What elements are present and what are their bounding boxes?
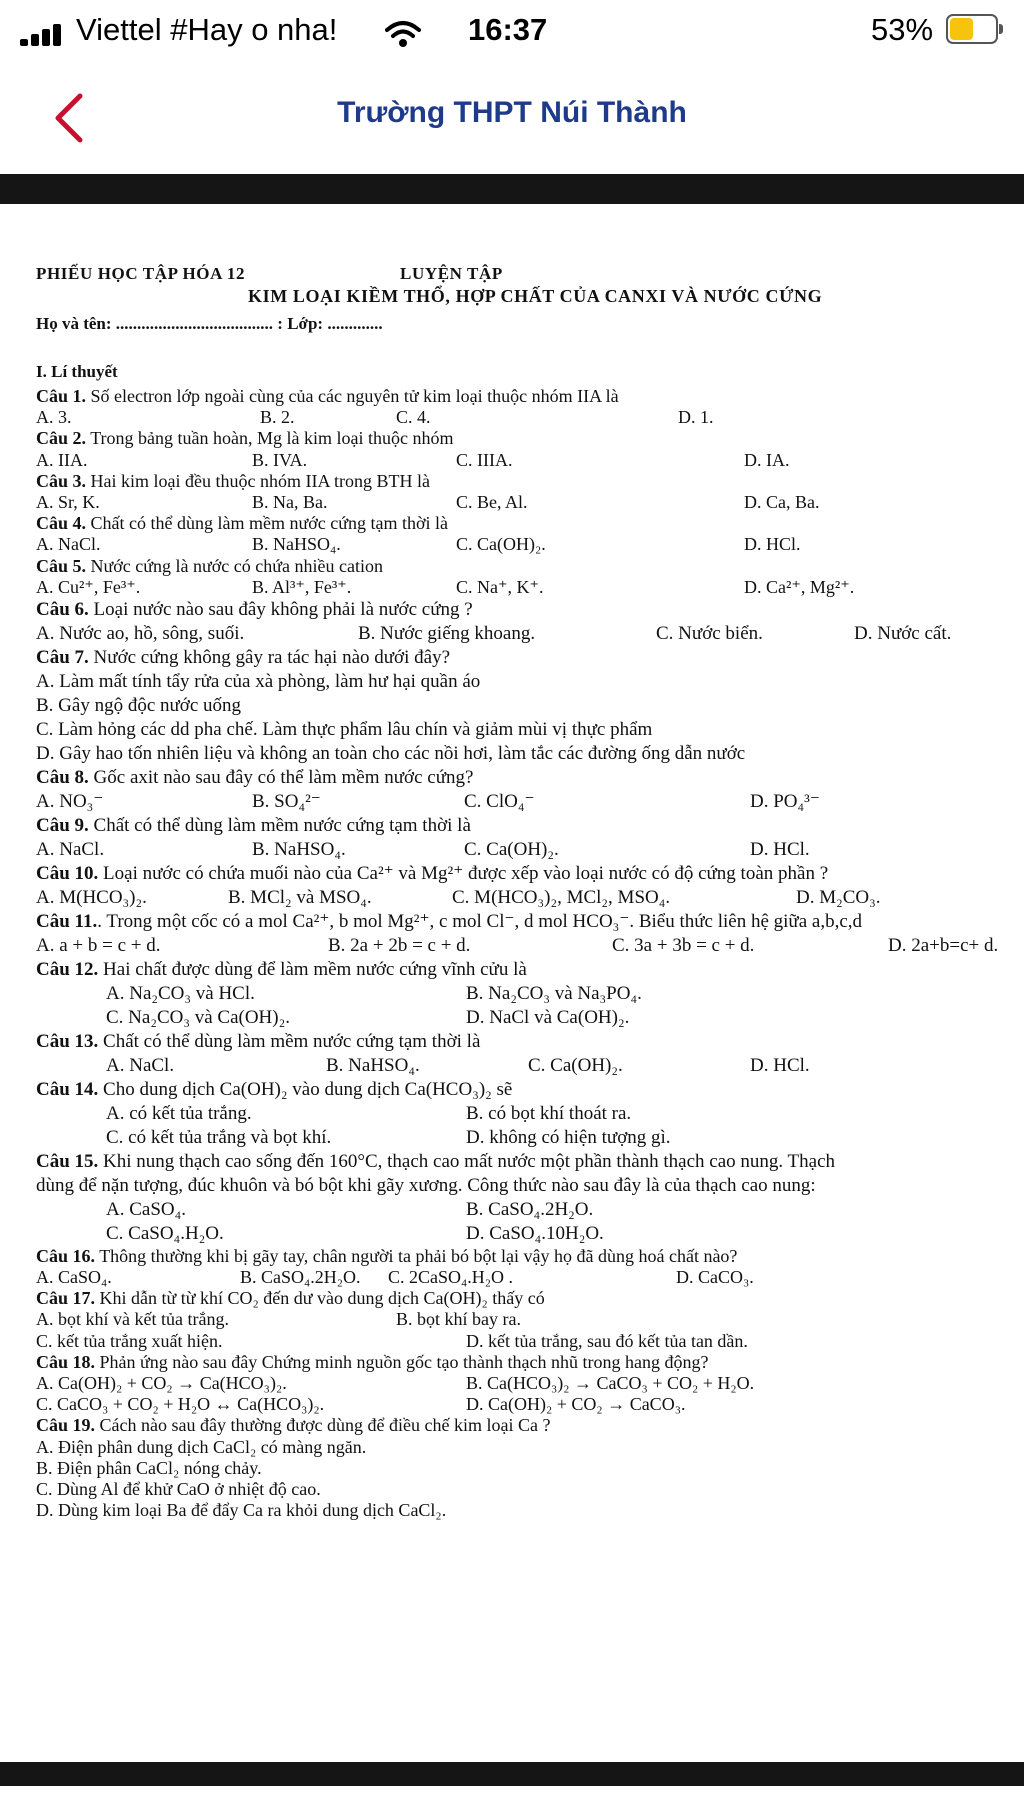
question-7-option-d: D. Gây hao tốn nhiên liệu và không an toàn cho các nồi hơi, làm tắc các đường ống dẫn nước [36, 742, 746, 764]
option-a: A. NaCl. [106, 1054, 175, 1076]
option-c: C. kết tủa trắng xuất hiện. [36, 1330, 223, 1351]
option-d: D. NaCl và Ca(OH)₂. [466, 1006, 630, 1028]
question-2: Câu 2. Trong bảng tuần hoàn, Mg là kim loại thuộc nhóm [36, 428, 454, 449]
question-1-options [36, 407, 1022, 428]
signal-icon [20, 24, 72, 46]
option-d: D. CaCO₃. [676, 1267, 754, 1288]
option-b: B. bọt khí bay ra. [396, 1309, 521, 1330]
option-b: B. 2a + 2b = c + d. [328, 934, 471, 956]
option-b: B. Na, Ba. [252, 491, 328, 512]
option-a: A. Sr, K. [36, 491, 100, 512]
question-8-options [36, 790, 1022, 814]
battery-percent: 53% [871, 12, 934, 47]
option-c: C. CaSO₄.H₂O. [106, 1222, 224, 1244]
option-c: C. Na⁺, K⁺. [456, 576, 544, 597]
option-b: B. Al³⁺, Fe³⁺. [252, 576, 352, 597]
bottom-divider-band [0, 1762, 1024, 1786]
option-d: D. HCl. [744, 534, 801, 555]
question-16: Câu 16. Thông thường khi bị gãy tay, chân người ta phải bó bột lại vậy họ đã dùng hoá chất nào? [36, 1245, 738, 1266]
option-c: C. Be, Al. [456, 491, 528, 512]
option-b: B. NaHSO₄. [252, 534, 341, 555]
question-15-cont: dùng để nặn tượng, đúc khuôn và bó bột khi gãy xương. Công thức nào sau đây là của thạch cao nung: [36, 1174, 816, 1196]
option-a: A. Na₂CO₃ và HCl. [106, 982, 255, 1004]
question-7-option-c: C. Làm hỏng các dd pha chế. Làm thực phẩm lâu chín và giảm mùi vị thực phẩm [36, 718, 653, 740]
question-7-option-a: A. Làm mất tính tẩy rửa của xà phòng, làm hư hại quần áo [36, 670, 481, 692]
question-14: Câu 14. Cho dung dịch Ca(OH)₂ vào dung dịch Ca(HCO₃)₂ sẽ [36, 1078, 513, 1100]
option-d: D. không có hiện tượng gì. [466, 1126, 671, 1148]
option-a: A. NO₃⁻ [36, 790, 104, 812]
option-d: D. M₂CO₃. [796, 886, 881, 908]
option-a: A. 3. [36, 407, 72, 428]
option-d: D. Ca, Ba. [744, 491, 820, 512]
question-18-options-ab [36, 1373, 1022, 1394]
option-c: C. ClO₄⁻ [464, 790, 535, 812]
option-b: B. có bọt khí thoát ra. [466, 1102, 632, 1124]
option-c: C. Ca(OH)₂. [464, 838, 559, 860]
option-b: B. CaSO₄.2H₂O. [466, 1198, 594, 1220]
carrier-name: Viettel #Hay o nha! [76, 12, 338, 47]
option-b: B. MCl₂ và MSO₄. [228, 886, 372, 908]
option-d: D. PO₄³⁻ [750, 790, 820, 812]
option-d: D. 1. [678, 407, 714, 428]
question-2-options [36, 450, 1022, 471]
question-9: Câu 9. Chất có thể dùng làm mềm nước cứng tạm thời là [36, 814, 471, 836]
option-b: B. NaHSO₄. [252, 838, 346, 860]
question-10-options [36, 886, 1022, 910]
option-a: A. có kết tủa trắng. [106, 1102, 252, 1124]
question-11: Câu 11.. Trong một cốc có a mol Ca²⁺, b mol Mg²⁺, c mol Cl⁻, d mol HCO₃⁻. Biểu thức liên hệ giữa a,b,c,d [36, 910, 863, 932]
option-c: C. Ca(OH)₂. [528, 1054, 623, 1076]
option-c: C. Nước biển. [656, 622, 763, 644]
question-15-options-ab [36, 1198, 1022, 1222]
option-b: B. NaHSO₄. [326, 1054, 420, 1076]
nav-bar [0, 68, 1024, 158]
option-d: D. CaSO₄.10H₂O. [466, 1222, 604, 1244]
question-17-options-cd [36, 1331, 1022, 1352]
option-b: B. Nước giếng khoang. [358, 622, 536, 644]
option-d: D. HCl. [750, 1054, 810, 1076]
option-d: D. IA. [744, 449, 790, 470]
option-d: D. Ca²⁺, Mg²⁺. [744, 576, 855, 597]
question-18-options-cd [36, 1394, 1022, 1415]
question-11-options [36, 934, 1022, 958]
option-a: A. Nước ao, hồ, sông, suối. [36, 622, 245, 644]
question-13: Câu 13. Chất có thể dùng làm mềm nước cứng tạm thời là [36, 1030, 481, 1052]
worksheet-image[interactable] [30, 258, 1024, 1788]
question-7-option-b: B. Gây ngộ độc nước uống [36, 694, 242, 716]
question-19: Câu 19. Cách nào sau đây thường được dùng để điều chế kim loại Ca ? [36, 1415, 551, 1436]
option-a: A. a + b = c + d. [36, 934, 161, 956]
option-b: B. IVA. [252, 449, 308, 470]
question-6: Câu 6. Loại nước nào sau đây không phải là nước cứng ? [36, 598, 473, 620]
option-c: C. 4. [396, 407, 431, 428]
question-12-options-cd [36, 1006, 1022, 1030]
question-13-options [36, 1054, 1022, 1078]
question-16-options [36, 1267, 1022, 1288]
question-5: Câu 5. Nước cứng là nước có chứa nhiều cation [36, 555, 383, 576]
question-19-option-b: B. Điện phân CaCl₂ nóng chảy. [36, 1457, 262, 1478]
option-a: A. NaCl. [36, 534, 101, 555]
option-d: D. kết tủa trắng, sau đó kết tủa tan dần. [466, 1330, 748, 1351]
question-15-options-cd [36, 1222, 1022, 1246]
question-14-options-cd [36, 1126, 1022, 1150]
question-5-options [36, 577, 1022, 598]
option-c: C. 2CaSO₄.H₂O . [388, 1267, 514, 1288]
option-b: B. Ca(HCO₃)₂ → CaCO₃ + CO₂ + H₂O. [466, 1373, 755, 1393]
option-d: D. Nước cất. [854, 622, 952, 644]
option-c: C. 3a + 3b = c + d. [612, 934, 755, 956]
option-b: B. 2. [260, 407, 295, 428]
option-c: C. Na₂CO₃ và Ca(OH)₂. [106, 1006, 290, 1028]
question-18: Câu 18. Phản ứng nào sau đây Chứng minh nguồn gốc tạo thành thạch nhũ trong hang động? [36, 1351, 709, 1372]
worksheet-title: KIM LOẠI KIỀM THỔ, HỢP CHẤT CỦA CANXI VÀ NƯỚC CỨNG [248, 286, 823, 306]
option-b: B. SO₄²⁻ [252, 790, 321, 812]
question-12-options-ab [36, 982, 1022, 1006]
battery-level [950, 18, 973, 40]
question-19-option-a: A. Điện phân dung dịch CaCl₂ có màng ngăn. [36, 1436, 367, 1457]
question-3-options [36, 492, 1022, 513]
option-a: A. CaSO₄. [36, 1267, 112, 1288]
option-c: C. M(HCO₃)₂, MCl₂, MSO₄. [452, 886, 671, 908]
name-class-line: Họ và tên: ..................................... : Lớp: ............. [36, 314, 383, 333]
question-9-options [36, 838, 1022, 862]
worksheet-header-left: PHIẾU HỌC TẬP HÓA 12 [36, 264, 246, 283]
option-d: D. HCl. [750, 838, 810, 860]
question-list [36, 386, 1022, 1521]
question-19-option-d: D. Dùng kim loại Ba để đẩy Ca ra khỏi dung dịch CaCl₂. [36, 1500, 447, 1521]
option-a: A. bọt khí và kết tủa trắng. [36, 1309, 229, 1330]
question-4: Câu 4. Chất có thể dùng làm mềm nước cứng tạm thời là [36, 513, 448, 534]
option-c: C. CaCO₃ + CO₂ + H₂O ↔ Ca(HCO₃)₂. [36, 1394, 325, 1415]
option-a: A. IIA. [36, 449, 88, 470]
question-7: Câu 7. Nước cứng không gây ra tác hại nào dưới đây? [36, 646, 451, 668]
page-title: Trường THPT Núi Thành [337, 96, 687, 129]
question-17-options-ab [36, 1309, 1022, 1330]
option-a: A. CaSO₄. [106, 1198, 186, 1220]
question-8: Câu 8. Gốc axit nào sau đây có thể làm mềm nước cứng? [36, 766, 474, 788]
top-divider-band [0, 174, 1024, 204]
question-14-options-ab [36, 1102, 1022, 1126]
clock: 16:37 [468, 12, 548, 47]
question-4-options [36, 534, 1022, 555]
question-3: Câu 3. Hai kim loại đều thuộc nhóm IIA trong BTH là [36, 470, 430, 491]
option-a: A. NaCl. [36, 838, 105, 860]
section-title: I. Lí thuyết [36, 362, 118, 381]
question-12: Câu 12. Hai chất được dùng để làm mềm nước cứng vĩnh cửu là [36, 958, 527, 980]
option-a: A. M(HCO₃)₂. [36, 886, 147, 908]
battery-icon [946, 14, 998, 44]
option-b: B. CaSO₄.2H₂O. [240, 1267, 361, 1288]
question-19-option-c: C. Dùng Al để khử CaO ở nhiệt độ cao. [36, 1478, 321, 1499]
option-d: D. Ca(OH)₂ + CO₂ → CaCO₃. [466, 1394, 686, 1415]
question-17: Câu 17. Khi dẫn từ từ khí CO₂ đến dư vào dung dịch Ca(OH)₂ thấy có [36, 1288, 545, 1309]
worksheet-header-right: LUYỆN TẬP [400, 264, 503, 283]
question-15: Câu 15. Khi nung thạch cao sống đến 160°C, thạch cao mất nước một phần thành thạch cao nung. Thạch [36, 1150, 836, 1172]
question-6-options [36, 622, 1022, 646]
wifi-icon [385, 20, 421, 48]
option-a: A. Ca(OH)₂ + CO₂ → Ca(HCO₃)₂. [36, 1373, 287, 1393]
option-c: C. có kết tủa trắng và bọt khí. [106, 1126, 332, 1148]
option-b: B. Na₂CO₃ và Na₃PO₄. [466, 982, 642, 1004]
question-1: Câu 1. Số electron lớp ngoài cùng của các nguyên tử kim loại thuộc nhóm IIA là [36, 386, 619, 406]
option-c: C. Ca(OH)₂. [456, 534, 546, 555]
option-c: C. IIIA. [456, 449, 513, 470]
question-10: Câu 10. Loại nước có chứa muối nào của Ca²⁺ và Mg²⁺ được xếp vào loại nước có độ cứng toàn phần ? [36, 862, 829, 884]
status-bar [0, 0, 1024, 58]
option-d: D. 2a+b=c+ d. [888, 934, 999, 956]
option-a: A. Cu²⁺, Fe³⁺. [36, 576, 141, 597]
